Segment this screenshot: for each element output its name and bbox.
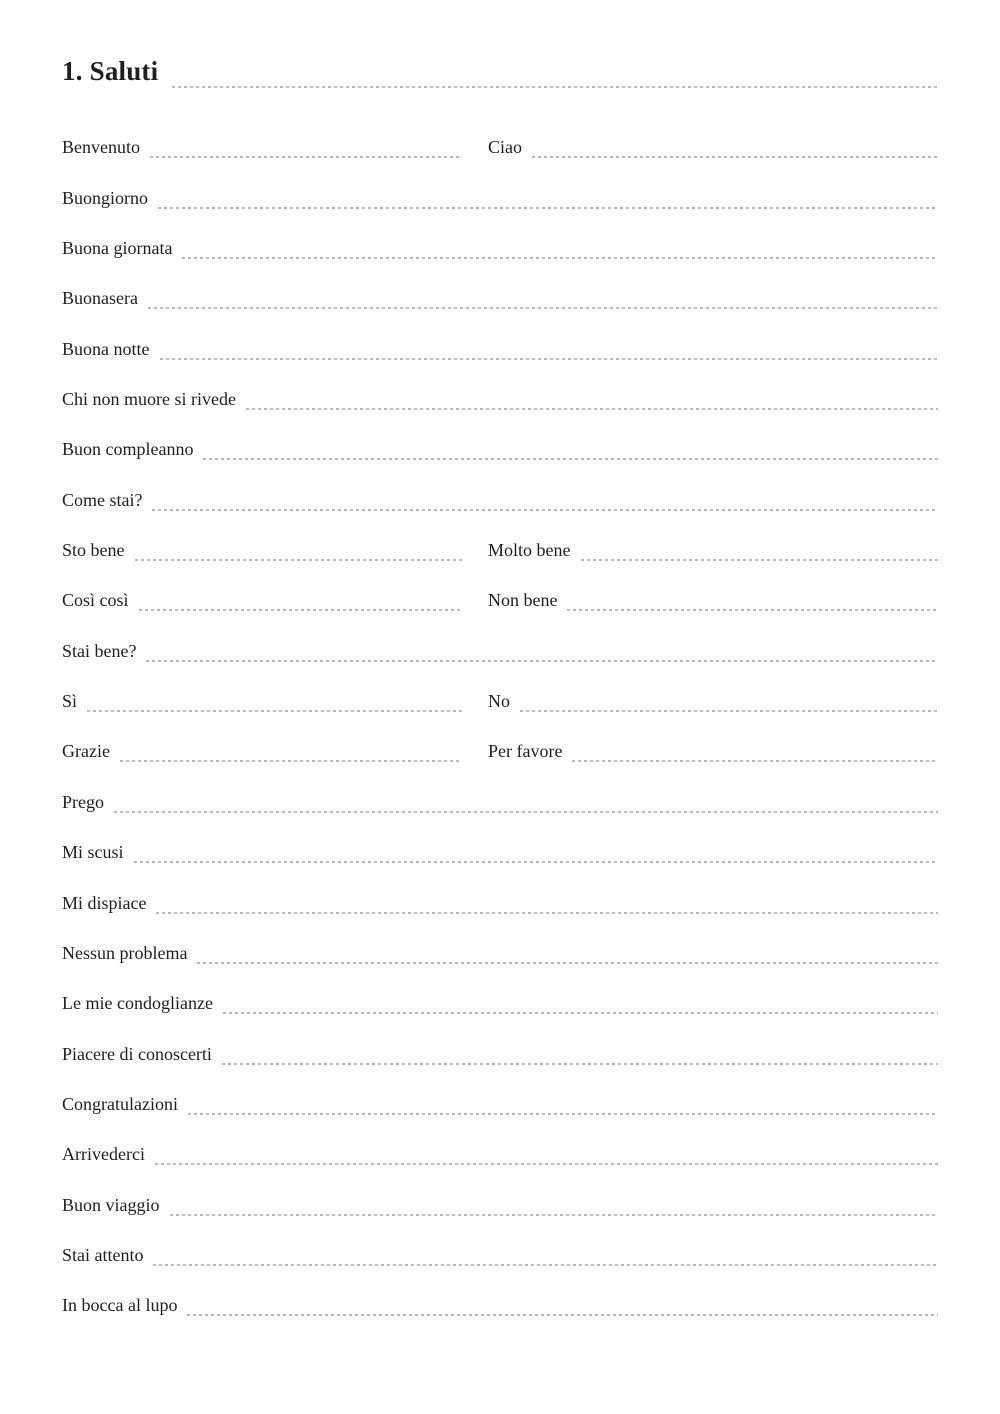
phrase-label: Mi dispiace	[62, 892, 147, 913]
answer-dotted-line	[152, 509, 938, 511]
phrase-cell	[62, 692, 462, 710]
phrase-row	[62, 207, 938, 257]
answer-dotted-line	[146, 660, 938, 662]
phrase-label: Buon compleanno	[62, 439, 194, 460]
answer-dotted-line	[532, 156, 938, 158]
phrase-row	[62, 458, 938, 508]
phrase-label: Ciao	[488, 137, 522, 158]
phrase-label: Mi scusi	[62, 842, 124, 863]
phrase-label: Arrivederci	[62, 1144, 145, 1165]
phrase-cell	[488, 591, 938, 609]
answer-dotted-line	[150, 156, 462, 158]
phrase-row	[62, 861, 938, 911]
phrase-cell	[62, 289, 938, 307]
phrase-cell	[62, 843, 938, 861]
answer-dotted-line	[87, 710, 462, 712]
answer-dotted-line	[160, 358, 939, 360]
phrase-cell	[62, 591, 462, 609]
phrase-cell	[62, 894, 938, 912]
answer-dotted-line	[148, 307, 938, 309]
answer-dotted-line	[156, 912, 938, 914]
phrase-row	[62, 1012, 938, 1062]
phrase-row	[62, 1113, 938, 1163]
phrase-label: Congratulazioni	[62, 1093, 178, 1114]
phrase-label: Grazie	[62, 741, 110, 762]
phrase-label: Buona notte	[62, 338, 150, 359]
phrase-cell	[62, 742, 462, 760]
phrase-cell	[62, 189, 938, 207]
phrase-row	[62, 811, 938, 861]
answer-dotted-line	[139, 609, 462, 611]
phrase-label: Buonasera	[62, 288, 138, 309]
answer-dotted-line	[170, 1214, 939, 1216]
phrase-row	[62, 156, 938, 206]
answer-dotted-line	[246, 408, 938, 410]
phrase-cell	[62, 1045, 938, 1063]
phrase-row	[62, 1063, 938, 1113]
answer-dotted-line	[572, 760, 938, 762]
answer-dotted-line	[114, 811, 938, 813]
answer-dotted-line	[567, 609, 938, 611]
answer-dotted-line	[581, 559, 939, 561]
phrase-cell	[488, 742, 938, 760]
phrase-row	[62, 559, 938, 609]
answer-dotted-line	[223, 1012, 938, 1014]
phrase-cell	[488, 138, 938, 156]
answer-dotted-line	[158, 207, 938, 209]
phrase-label: Così così	[62, 590, 129, 611]
answer-dotted-line	[187, 1314, 938, 1316]
answer-dotted-line	[120, 760, 462, 762]
phrase-label: Per favore	[488, 741, 563, 762]
phrase-cell	[62, 541, 462, 559]
answer-dotted-line	[188, 1113, 938, 1115]
phrase-cell	[62, 944, 938, 962]
phrase-cell	[62, 239, 938, 257]
phrase-cell	[62, 138, 462, 156]
phrase-row	[62, 408, 938, 458]
phrase-cell	[62, 1296, 938, 1314]
phrase-label: Sto bene	[62, 540, 125, 561]
phrase-label: Stai bene?	[62, 640, 137, 661]
phrase-row	[62, 509, 938, 559]
phrase-label: Non bene	[488, 590, 558, 611]
answer-dotted-line	[135, 559, 463, 561]
heading-dotted-line	[172, 86, 938, 88]
phrase-label: Molto bene	[488, 540, 571, 561]
answer-dotted-line	[222, 1063, 938, 1065]
phrase-cell	[62, 390, 938, 408]
phrase-label: No	[488, 691, 510, 712]
phrase-label: Benvenuto	[62, 137, 140, 158]
phrase-row	[62, 1214, 938, 1264]
phrase-label: Buona giornata	[62, 238, 173, 259]
phrase-row	[62, 609, 938, 659]
phrase-cell	[62, 1095, 938, 1113]
phrase-row	[62, 962, 938, 1012]
phrase-row	[62, 358, 938, 408]
phrase-row	[62, 660, 938, 710]
phrase-cell	[62, 1145, 938, 1163]
phrase-cell	[62, 1196, 938, 1214]
phrase-label: Prego	[62, 791, 104, 812]
phrase-label: Buongiorno	[62, 187, 149, 208]
phrase-row	[62, 1163, 938, 1213]
phrase-cell	[62, 340, 938, 358]
phrase-row	[62, 710, 938, 760]
page-content	[62, 0, 938, 1314]
phrase-label: In bocca al lupo	[62, 1295, 178, 1316]
phrase-cell	[62, 491, 938, 509]
section-heading-row	[62, 58, 938, 85]
phrase-row	[62, 307, 938, 357]
phrase-cell	[62, 642, 938, 660]
phrase-row	[62, 106, 938, 156]
answer-dotted-line	[155, 1163, 938, 1165]
phrase-row	[62, 760, 938, 810]
phrase-label: Piacere di conoscerti	[62, 1043, 212, 1064]
answer-dotted-line	[134, 861, 938, 863]
answer-dotted-line	[153, 1264, 938, 1266]
phrase-label: Come stai?	[62, 489, 143, 510]
answer-dotted-line	[182, 257, 938, 259]
page-title: 1. Saluti	[62, 56, 159, 86]
answer-dotted-line	[520, 710, 938, 712]
answer-dotted-line	[203, 458, 938, 460]
phrase-label: Stai attento	[62, 1244, 144, 1265]
phrase-cell	[488, 692, 938, 710]
phrase-label: Nessun problema	[62, 942, 188, 963]
phrase-row	[62, 912, 938, 962]
phrase-list	[62, 106, 938, 1314]
phrase-label: Le mie condoglianze	[62, 993, 213, 1014]
phrase-cell	[62, 793, 938, 811]
phrase-cell	[488, 541, 938, 559]
phrase-cell	[62, 440, 938, 458]
phrase-label: Buon viaggio	[62, 1194, 160, 1215]
phrase-cell	[62, 994, 938, 1012]
phrase-label: Chi non muore si rivede	[62, 389, 236, 410]
phrase-row	[62, 1264, 938, 1314]
phrase-row	[62, 257, 938, 307]
phrase-label: Sì	[62, 691, 78, 712]
phrase-cell	[62, 1246, 938, 1264]
answer-dotted-line	[197, 962, 938, 964]
